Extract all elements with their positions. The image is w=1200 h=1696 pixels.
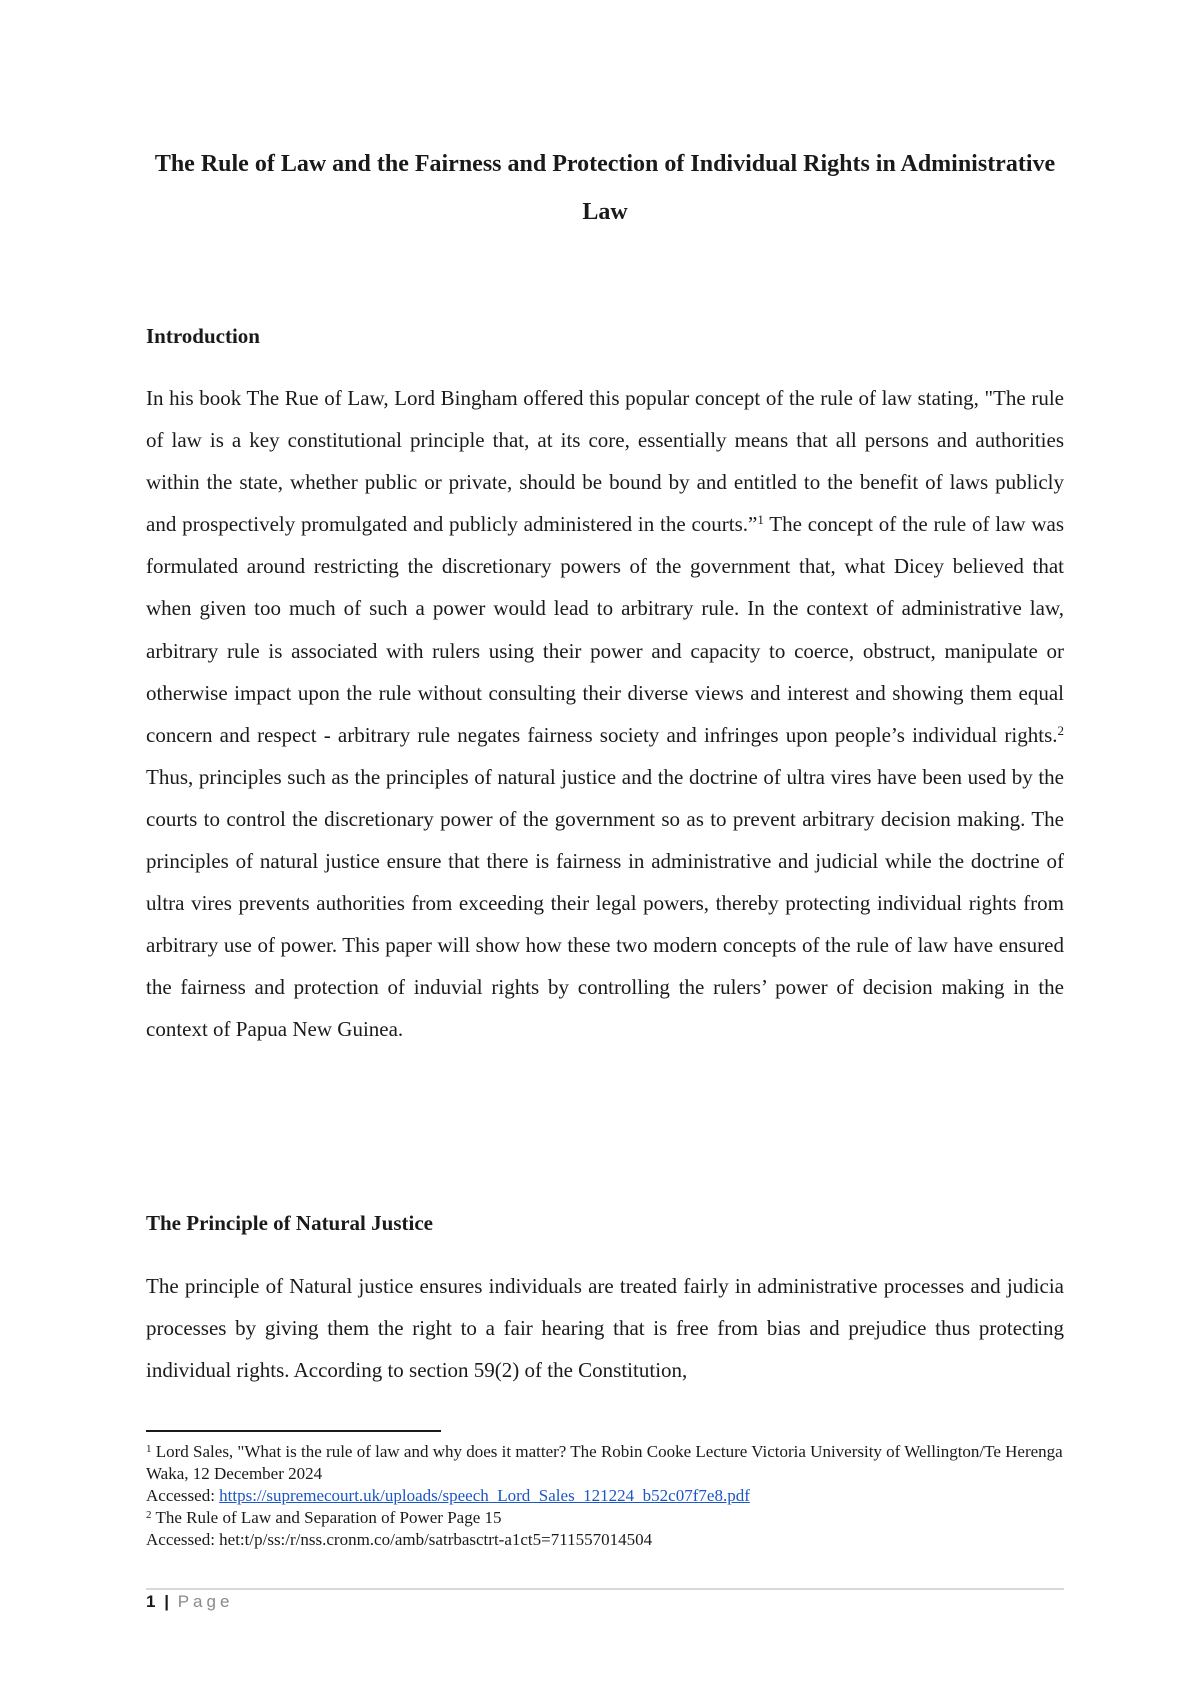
footnote-1-link[interactable]: https://supremecourt.uk/uploads/speech_Lord_Sales_121224_b52c07f7e8.pdf [219, 1486, 750, 1505]
natural-justice-paragraph: The principle of Natural justice ensures individuals are treated fairly in administrative processes and judicia processes by giving them the right to a fair hearing that is free from bias and prejudice thus protecting individual rights. According to section 59(2) of the Constitution, [146, 1274, 1064, 1383]
footnote-2 [146, 1507, 1064, 1529]
introduction-paragraph [146, 377, 1064, 1051]
footnote-2-text: The Rule of Law and Separation of Power Page 15 [151, 1508, 502, 1527]
footnote-1-accessed-label: Accessed: [146, 1486, 220, 1505]
intro-text-part-2: The concept of the rule of law was formulated around restricting the discretionary powers of the government that, what Dicey believed that when given too much of such a power would lead to arbitrary rule. In the context of administrative law, arbitrary rule is associated with rulers using their power and capacity to coerce, obstruct, manipulate or otherwise impact upon the rule without consulting their diverse views and interest and showing them equal concern and respect - arbitrary rule negates fairness society and infringes upon people’s individual rights. [146, 512, 1064, 747]
page-label: Page [177, 1592, 234, 1611]
footnote-separator [146, 1430, 441, 1432]
footnote-marker-1: 1 [146, 1443, 152, 1455]
footnote-2-accessed: Accessed: het:t/p/ss:/r/nss.cronm.co/amb/satrbasctrt-a1ct5=711557014504 [146, 1530, 653, 1549]
footnote-marker-2: 2 [146, 1509, 152, 1521]
footnote-ref-1[interactable]: 1 [757, 512, 764, 528]
footnote-1 [146, 1441, 1064, 1485]
footnote-1-accessed [146, 1485, 1064, 1507]
footnote-1-text: Lord Sales, "What is the rule of law and why does it matter? The Robin Cooke Lecture Victoria University of Wellington/Te Herenga Waka, 12 December 2024 [146, 1442, 1063, 1483]
section-heading-introduction: Introduction [146, 324, 260, 348]
footer-separator [146, 1588, 1064, 1590]
section-heading-natural-justice: The Principle of Natural Justice [146, 1211, 433, 1235]
page-footer [146, 1592, 233, 1612]
document-title: The Rule of Law and the Fairness and Protection of Individual Rights in Administrative Law [154, 151, 1056, 225]
intro-text-part-1: In his book The Rue of Law, Lord Bingham offered this popular concept of the rule of law stating, "The rule of law is a key constitutional principle that, at its core, essentially means that all persons and authorities within the state, whether public or private, should be bound by and entitled to the benefit of laws publicly and prospectively promulgated and publicly administered in the courts.” [146, 386, 1064, 537]
footnote-ref-2[interactable]: 2 [1057, 722, 1064, 738]
page-number: 1 [146, 1592, 156, 1611]
intro-text-part-3: Thus, principles such as the principles of natural justice and the doctrine of ultra vires have been used by the courts to control the discretionary power of the government so as to prevent arbitrary decision making. The principles of natural justice ensure that there is fairness in administrative and judicial while the doctrine of ultra vires prevents authorities from exceeding their legal powers, thereby protecting individual rights from arbitrary use of power. This paper will show how these two modern concepts of the rule of law have ensured the fairness and protection of induvial rights by controlling the rulers’ power of decision making in the context of Papua New Guinea. [146, 764, 1064, 1042]
footer-separator-bar: | [164, 1592, 169, 1611]
footnotes [146, 1441, 1064, 1551]
